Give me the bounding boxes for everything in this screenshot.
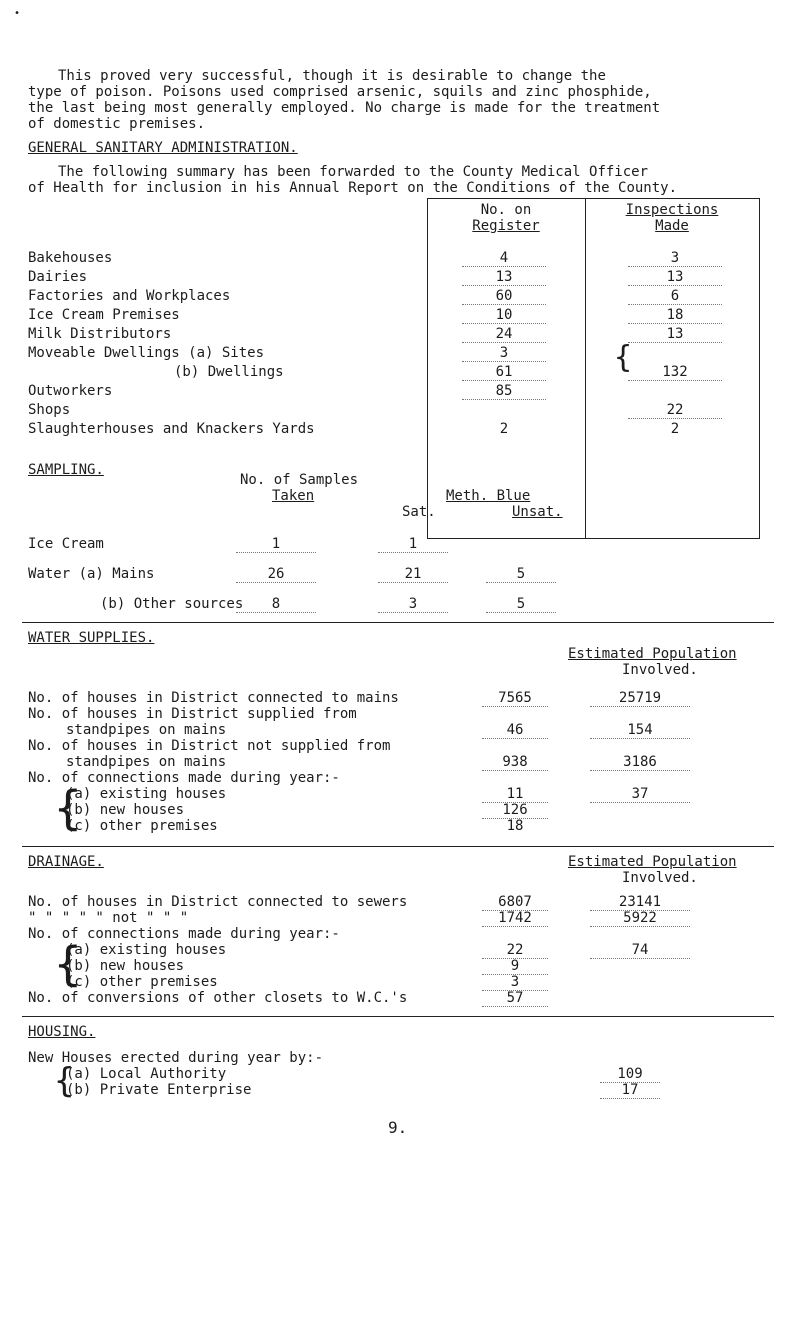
water-line: standpipes on mains bbox=[66, 722, 227, 738]
sat-head: Sat. bbox=[402, 504, 436, 520]
gsa-row-label: Milk Distributors bbox=[28, 326, 172, 342]
sample-row-taken: 8 bbox=[236, 596, 316, 613]
brace-symbol: { bbox=[614, 340, 633, 375]
intro-line-1: This proved very successful, though it is desirable to change the bbox=[58, 68, 606, 84]
drainage-pop-head-2: Involved. bbox=[622, 870, 698, 886]
water-line: No. of houses in District not supplied from bbox=[28, 738, 391, 754]
intro-line-2: type of poison. Poisons used comprised arsenic, squils and zinc phosphide, bbox=[28, 84, 652, 100]
gsa-row-inspections: 18 bbox=[628, 307, 722, 324]
register-col-head-2: Register bbox=[472, 218, 540, 234]
water-line: No. of houses in District supplied from bbox=[28, 706, 357, 722]
gsa-row-label: Moveable Dwellings (a) Sites bbox=[28, 345, 265, 361]
gsa-row-register: 13 bbox=[462, 269, 546, 286]
meth-blue-head: Meth. Blue bbox=[446, 488, 531, 504]
drainage-heading: DRAINAGE. bbox=[28, 854, 104, 870]
sample-row-label: Ice Cream bbox=[28, 536, 104, 552]
drainage-value: 9 bbox=[482, 958, 548, 975]
drainage-line: " " " " " not " " " bbox=[28, 910, 189, 926]
inspections-col-head-2: Made bbox=[655, 218, 689, 234]
corner-mark: • bbox=[14, 8, 21, 19]
gsa-row-register: 24 bbox=[462, 326, 546, 343]
register-col-head-1: No. on bbox=[480, 202, 532, 218]
gsa-row-label: Ice Cream Premises bbox=[28, 307, 180, 323]
water-value: 46 bbox=[482, 722, 548, 739]
drainage-value: 57 bbox=[482, 990, 548, 1007]
page-number: 9. bbox=[388, 1118, 408, 1137]
sample-row-unsat: 5 bbox=[486, 566, 556, 583]
gsa-row-inspections: 13 bbox=[628, 269, 722, 286]
drainage-line: (a) existing houses bbox=[66, 942, 227, 958]
gsa-row-inspections: 22 bbox=[628, 402, 722, 419]
gsa-row-register: 3 bbox=[462, 345, 546, 362]
housing-value: 17 bbox=[600, 1082, 660, 1099]
water-population: 154 bbox=[590, 722, 690, 739]
water-pop-head-1: Estimated Population bbox=[568, 646, 737, 662]
gsa-row-label: Factories and Workplaces bbox=[28, 288, 231, 304]
gsa-row-inspections: 2 bbox=[670, 421, 680, 437]
gsa-row-label: Outworkers bbox=[28, 383, 113, 399]
gsa-row-register: 4 bbox=[462, 250, 546, 267]
housing-line: (b) Private Enterprise bbox=[66, 1082, 252, 1098]
gsa-row-label: Dairies bbox=[28, 269, 88, 285]
housing-heading: HOUSING. bbox=[28, 1024, 96, 1040]
drainage-value: 6807 bbox=[482, 894, 548, 911]
housing-value: 109 bbox=[600, 1066, 660, 1083]
water-line: (b) new houses bbox=[66, 802, 185, 818]
water-line: No. of houses in District connected to mains bbox=[28, 690, 399, 706]
sample-row-label: (b) Other sources bbox=[100, 596, 244, 612]
sample-row-sat: 3 bbox=[378, 596, 448, 613]
gsa-row-label: (b) Dwellings bbox=[174, 364, 284, 380]
water-value: 126 bbox=[482, 802, 548, 819]
intro-line-3: the last being most generally employed. No charge is made for the treatment bbox=[28, 100, 661, 116]
drainage-line: (b) new houses bbox=[66, 958, 185, 974]
housing-line: New Houses erected during year by:- bbox=[28, 1050, 324, 1066]
water-population: 25719 bbox=[590, 690, 690, 707]
gsa-row-register: 2 bbox=[499, 421, 509, 437]
gsa-row-inspections: 3 bbox=[628, 250, 722, 267]
drainage-pop-head-1: Estimated Population bbox=[568, 854, 737, 870]
gsa-row-label: Slaughterhouses and Knackers Yards bbox=[28, 421, 315, 437]
gsa-row-register: 60 bbox=[462, 288, 546, 305]
sample-row-taken: 1 bbox=[236, 536, 316, 553]
water-population: 3186 bbox=[590, 754, 690, 771]
drainage-value: 22 bbox=[482, 942, 548, 959]
drainage-line: No. of houses in District connected to sewers bbox=[28, 894, 408, 910]
water-line: (c) other premises bbox=[66, 818, 218, 834]
samples-col-head-2: Taken bbox=[272, 488, 315, 504]
intro-line-4: of domestic premises. bbox=[28, 116, 206, 132]
water-heading: WATER SUPPLIES. bbox=[28, 630, 155, 646]
water-value: 7565 bbox=[482, 690, 548, 707]
water-pop-head-2: Involved. bbox=[622, 662, 698, 678]
gsa-row-inspections: 6 bbox=[628, 288, 722, 305]
gsa-row-register: 10 bbox=[462, 307, 546, 324]
gsa-para-2: of Health for inclusion in his Annual Report on the Conditions of the County. bbox=[28, 180, 678, 196]
brace-symbol: { bbox=[54, 937, 82, 991]
gsa-row-label: Bakehouses bbox=[28, 250, 113, 266]
unsat-head: Unsat. bbox=[512, 504, 563, 520]
drainage-population: 5922 bbox=[590, 910, 690, 927]
sample-row-taken: 26 bbox=[236, 566, 316, 583]
gsa-para-1: The following summary has been forwarded to the County Medical Officer bbox=[58, 164, 649, 180]
water-population: 37 bbox=[590, 786, 690, 803]
samples-col-head-1: No. of Samples bbox=[240, 472, 359, 488]
gsa-row-register: 61 bbox=[462, 364, 546, 381]
gsa-row-inspections: 132 bbox=[628, 364, 722, 381]
sample-row-unsat: 5 bbox=[486, 596, 556, 613]
drainage-value: 3 bbox=[482, 974, 548, 991]
sample-row-label: Water (a) Mains bbox=[28, 566, 155, 582]
drainage-population: 23141 bbox=[590, 894, 690, 911]
brace-symbol: { bbox=[54, 781, 82, 835]
gsa-row-label: Shops bbox=[28, 402, 71, 418]
sample-row-sat: 1 bbox=[378, 536, 448, 553]
water-line: No. of connections made during year:- bbox=[28, 770, 340, 786]
housing-line: (a) Local Authority bbox=[66, 1066, 227, 1082]
water-value: 938 bbox=[482, 754, 548, 771]
inspections-col-head-1: Inspections bbox=[625, 202, 719, 218]
sampling-heading: SAMPLING. bbox=[28, 462, 104, 478]
water-value: 11 bbox=[482, 786, 548, 803]
gsa-heading: GENERAL SANITARY ADMINISTRATION. bbox=[28, 140, 298, 156]
water-line: standpipes on mains bbox=[66, 754, 227, 770]
water-value: 18 bbox=[506, 818, 524, 834]
drainage-population: 74 bbox=[590, 942, 690, 959]
drainage-line: (c) other premises bbox=[66, 974, 218, 990]
drainage-line: No. of connections made during year:- bbox=[28, 926, 340, 942]
sample-row-sat: 21 bbox=[378, 566, 448, 583]
drainage-line: No. of conversions of other closets to W.C.'s bbox=[28, 990, 408, 1006]
gsa-row-register: 85 bbox=[462, 383, 546, 400]
gsa-row-inspections: 13 bbox=[628, 326, 722, 343]
brace-symbol: { bbox=[54, 1061, 75, 1101]
drainage-value: 1742 bbox=[482, 910, 548, 927]
water-line: (a) existing houses bbox=[66, 786, 227, 802]
